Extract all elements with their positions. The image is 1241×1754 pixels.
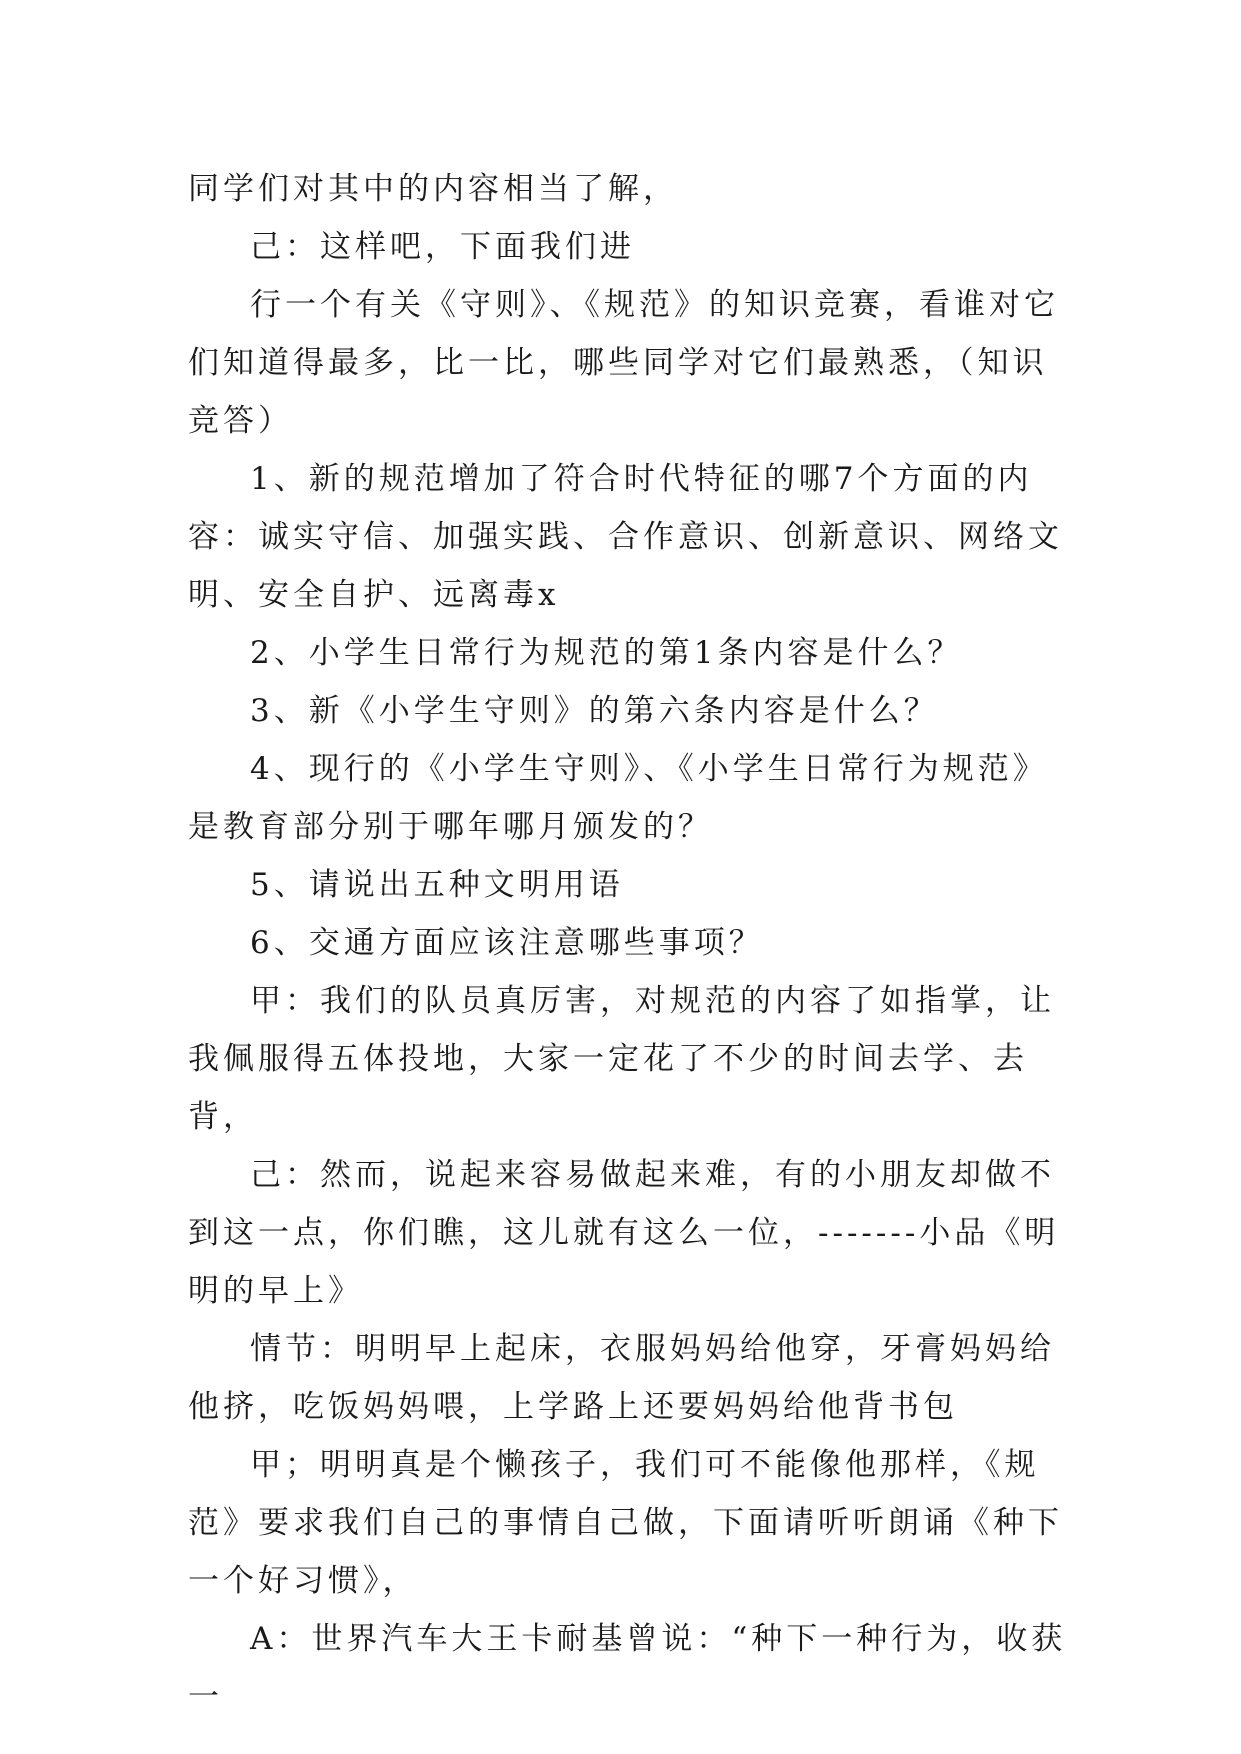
paragraph: 2、小学生日常行为规范的第1条内容是什么？ [250,635,963,671]
paragraph: A：世界汽车大王卡耐基曾说：“种下一种行为，收获一 [188,1621,1067,1715]
paragraph: 5、请说出五种文明用语 [250,867,624,903]
paragraph: 行一个有关《守则》、《规范》的知识竞赛，看谁对它们知道得最多，比一比，哪些同学对它们最熟悉，（知识竞答） [188,287,1059,439]
paragraph: 同学们对其中的内容相当了解， [188,171,678,207]
document-body [188,160,1068,1726]
paragraph: 情节：明明早上起床，衣服妈妈给他穿，牙膏妈妈给他挤，吃饭妈妈喂，上学路上还要妈妈给他背书包 [188,1331,1055,1425]
paragraph: 甲：我们的队员真厉害，对规范的内容了如指掌，让我佩服得五体投地，大家一定花了不少的时间去学、去背， [188,983,1055,1135]
paragraph: 6、交通方面应该注意哪些事项？ [250,925,764,961]
paragraph: 1、新的规范增加了符合时代特征的哪7个方面的内容：诚实守信、加强实践、合作意识、创新意识、网络文明、安全自护、远离毒x [188,461,1063,613]
paragraph: 3、新《小学生守则》的第六条内容是什么？ [250,693,939,729]
paragraph: 甲；明明真是个懒孩子，我们可不能像他那样，《规范》要求我们自己的事情自己做，下面请听听朗诵《种下一个好习惯》， [188,1447,1063,1599]
paragraph: 己：然而，说起来容易做起来难，有的小朋友却做不到这一点，你们瞧，这儿就有这么一位，-------小品《明明的早上》 [188,1157,1060,1309]
paragraph: 4、现行的《小学生守则》、《小学生日常行为规范》是教育部分别于哪年哪月颁发的？ [188,751,1048,845]
paragraph: 己：这样吧，下面我们进 [250,229,635,265]
